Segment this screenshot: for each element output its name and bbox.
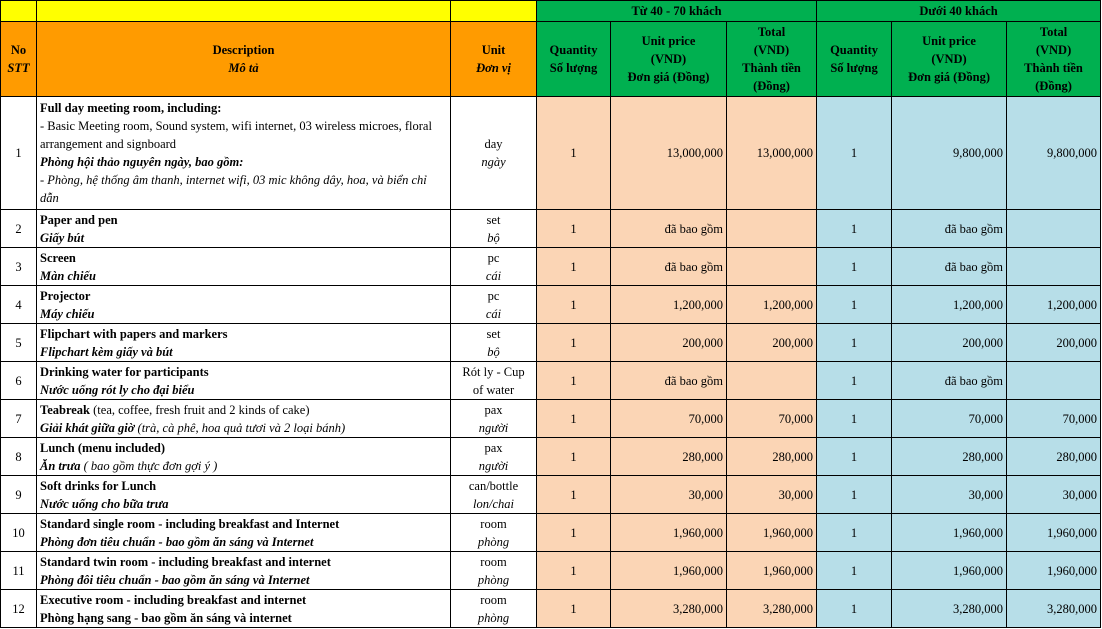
row-qty1: 1 bbox=[537, 97, 611, 210]
row-total2: 200,000 bbox=[1007, 324, 1101, 362]
col-no-header: No STT bbox=[1, 22, 37, 97]
row-qty2: 1 bbox=[817, 514, 892, 552]
row-price2: 3,280,000 bbox=[892, 590, 1007, 628]
row-no: 1 bbox=[1, 97, 37, 210]
row-qty1: 1 bbox=[537, 438, 611, 476]
row-unit: Rót ly - Cup of water bbox=[451, 362, 537, 400]
row-description: Projector Máy chiếu bbox=[37, 286, 451, 324]
row-no: 6 bbox=[1, 362, 37, 400]
row-no: 11 bbox=[1, 552, 37, 590]
row-qty1: 1 bbox=[537, 590, 611, 628]
row-qty1: 1 bbox=[537, 400, 611, 438]
row-unit: can/bottle lon/chai bbox=[451, 476, 537, 514]
row-total2 bbox=[1007, 362, 1101, 400]
col-total2-header: Total (VND) Thành tiền (Đồng) bbox=[1007, 22, 1101, 97]
row-price2: 70,000 bbox=[892, 400, 1007, 438]
row-qty2: 1 bbox=[817, 286, 892, 324]
row-description: Executive room - including breakfast and internet Phòng hạng sang - bao gồm ăn sáng và internet bbox=[37, 590, 451, 628]
row-total2: 1,960,000 bbox=[1007, 552, 1101, 590]
table-row bbox=[1, 97, 1101, 210]
group-under-40-header: Dưới 40 khách bbox=[817, 1, 1101, 22]
row-price2: đã bao gồm bbox=[892, 210, 1007, 248]
table-row bbox=[1, 514, 1101, 552]
row-price1: 30,000 bbox=[611, 476, 727, 514]
col-qty1-header: Quantity Số lượng bbox=[537, 22, 611, 97]
row-no: 8 bbox=[1, 438, 37, 476]
row-price2: 280,000 bbox=[892, 438, 1007, 476]
row-qty2: 1 bbox=[817, 590, 892, 628]
row-description: Standard twin room - including breakfast and internet Phòng đôi tiêu chuẩn - bao gồm ăn sáng và Internet bbox=[37, 552, 451, 590]
row-unit: pc cái bbox=[451, 248, 537, 286]
group-header-row bbox=[1, 1, 1101, 22]
row-unit: pax người bbox=[451, 438, 537, 476]
row-description: Drinking water for participants Nước uống rót ly cho đại biểu bbox=[37, 362, 451, 400]
row-qty1: 1 bbox=[537, 248, 611, 286]
row-price1: 3,280,000 bbox=[611, 590, 727, 628]
table-row bbox=[1, 362, 1101, 400]
row-total1 bbox=[727, 248, 817, 286]
row-qty1: 1 bbox=[537, 210, 611, 248]
row-unit: day ngày bbox=[451, 97, 537, 210]
row-unit: set bộ bbox=[451, 324, 537, 362]
row-no: 4 bbox=[1, 286, 37, 324]
row-total1: 13,000,000 bbox=[727, 97, 817, 210]
row-price2: đã bao gồm bbox=[892, 248, 1007, 286]
row-qty1: 1 bbox=[537, 476, 611, 514]
row-qty1: 1 bbox=[537, 324, 611, 362]
row-total2: 1,200,000 bbox=[1007, 286, 1101, 324]
row-qty2: 1 bbox=[817, 97, 892, 210]
row-qty2: 1 bbox=[817, 552, 892, 590]
row-no: 2 bbox=[1, 210, 37, 248]
row-qty2: 1 bbox=[817, 438, 892, 476]
row-unit: room phòng bbox=[451, 590, 537, 628]
col-description-header: Description Mô tả bbox=[37, 22, 451, 97]
table-row bbox=[1, 248, 1101, 286]
row-total1: 70,000 bbox=[727, 400, 817, 438]
row-price2: 9,800,000 bbox=[892, 97, 1007, 210]
row-total1: 1,960,000 bbox=[727, 514, 817, 552]
row-qty1: 1 bbox=[537, 286, 611, 324]
row-qty1: 1 bbox=[537, 552, 611, 590]
row-price1: đã bao gồm bbox=[611, 248, 727, 286]
row-total1 bbox=[727, 210, 817, 248]
table-row bbox=[1, 324, 1101, 362]
row-description: Flipchart with papers and markers Flipchart kèm giấy và bút bbox=[37, 324, 451, 362]
col-price1-header: Unit price (VND) Đơn giá (Đồng) bbox=[611, 22, 727, 97]
row-total1 bbox=[727, 362, 817, 400]
row-price1: 70,000 bbox=[611, 400, 727, 438]
row-price2: 1,200,000 bbox=[892, 286, 1007, 324]
row-unit: room phòng bbox=[451, 552, 537, 590]
row-total1: 1,960,000 bbox=[727, 552, 817, 590]
row-price2: 200,000 bbox=[892, 324, 1007, 362]
row-no: 3 bbox=[1, 248, 37, 286]
row-qty2: 1 bbox=[817, 476, 892, 514]
row-total1: 200,000 bbox=[727, 324, 817, 362]
row-description: Teabreak (tea, coffee, fresh fruit and 2 kinds of cake) Giải khát giữa giờ (trà, cà phê, hoa quả tươi và 2 loại bánh) bbox=[37, 400, 451, 438]
row-price1: đã bao gồm bbox=[611, 362, 727, 400]
row-description: Soft drinks for Lunch Nước uống cho bữa trưa bbox=[37, 476, 451, 514]
row-total2 bbox=[1007, 210, 1101, 248]
row-no: 7 bbox=[1, 400, 37, 438]
row-total2 bbox=[1007, 248, 1101, 286]
row-price1: 1,200,000 bbox=[611, 286, 727, 324]
row-total1: 280,000 bbox=[727, 438, 817, 476]
row-no: 12 bbox=[1, 590, 37, 628]
col-price2-header: Unit price (VND) Đơn giá (Đồng) bbox=[892, 22, 1007, 97]
row-total2: 30,000 bbox=[1007, 476, 1101, 514]
row-unit: room phòng bbox=[451, 514, 537, 552]
table-row bbox=[1, 438, 1101, 476]
row-no: 10 bbox=[1, 514, 37, 552]
row-unit: pc cái bbox=[451, 286, 537, 324]
row-total1: 1,200,000 bbox=[727, 286, 817, 324]
row-price2: 1,960,000 bbox=[892, 514, 1007, 552]
row-qty1: 1 bbox=[537, 362, 611, 400]
row-price1: 1,960,000 bbox=[611, 552, 727, 590]
row-no: 5 bbox=[1, 324, 37, 362]
col-total1-header: Total (VND) Thành tiền (Đồng) bbox=[727, 22, 817, 97]
row-price1: 200,000 bbox=[611, 324, 727, 362]
col-qty2-header: Quantity Số lượng bbox=[817, 22, 892, 97]
row-qty2: 1 bbox=[817, 362, 892, 400]
row-price2: đã bao gồm bbox=[892, 362, 1007, 400]
row-description: Standard single room - including breakfast and Internet Phòng đơn tiêu chuẩn - bao gồm ăn sáng và Internet bbox=[37, 514, 451, 552]
row-description: Paper and pen Giấy bút bbox=[37, 210, 451, 248]
row-qty2: 1 bbox=[817, 210, 892, 248]
row-price1: 280,000 bbox=[611, 438, 727, 476]
row-qty2: 1 bbox=[817, 324, 892, 362]
row-price1: đã bao gồm bbox=[611, 210, 727, 248]
row-price2: 30,000 bbox=[892, 476, 1007, 514]
row-total2: 1,960,000 bbox=[1007, 514, 1101, 552]
row-price1: 1,960,000 bbox=[611, 514, 727, 552]
row-qty1: 1 bbox=[537, 514, 611, 552]
table-row bbox=[1, 552, 1101, 590]
row-price1: 13,000,000 bbox=[611, 97, 727, 210]
row-description: Lunch (menu included) Ăn trưa ( bao gồm thực đơn gợi ý ) bbox=[37, 438, 451, 476]
row-total2: 9,800,000 bbox=[1007, 97, 1101, 210]
row-price2: 1,960,000 bbox=[892, 552, 1007, 590]
row-qty2: 1 bbox=[817, 248, 892, 286]
table-row bbox=[1, 476, 1101, 514]
row-total2: 3,280,000 bbox=[1007, 590, 1101, 628]
group-40-70-header: Từ 40 - 70 khách bbox=[537, 1, 817, 22]
row-description: Screen Màn chiếu bbox=[37, 248, 451, 286]
row-no: 9 bbox=[1, 476, 37, 514]
header-blank bbox=[1, 1, 37, 22]
row-total1: 30,000 bbox=[727, 476, 817, 514]
table-row bbox=[1, 210, 1101, 248]
table-row bbox=[1, 286, 1101, 324]
col-unit-header: Unit Đơn vị bbox=[451, 22, 537, 97]
row-qty2: 1 bbox=[817, 400, 892, 438]
table-row bbox=[1, 400, 1101, 438]
row-total2: 70,000 bbox=[1007, 400, 1101, 438]
row-description: Full day meeting room, including: - Basic Meeting room, Sound system, wifi internet, 03 wireless microes, floral arrangement and signboard Phòng hội thảo nguyên ngày, bao gồm: - Phòng, hệ thống âm thanh, internet wifi, 03 mic không dây, hoa, và biển chỉ dẫn bbox=[37, 97, 451, 210]
column-header-row bbox=[1, 22, 1101, 97]
row-total1: 3,280,000 bbox=[727, 590, 817, 628]
row-unit: set bộ bbox=[451, 210, 537, 248]
row-total2: 280,000 bbox=[1007, 438, 1101, 476]
row-unit: pax người bbox=[451, 400, 537, 438]
table-row bbox=[1, 590, 1101, 628]
